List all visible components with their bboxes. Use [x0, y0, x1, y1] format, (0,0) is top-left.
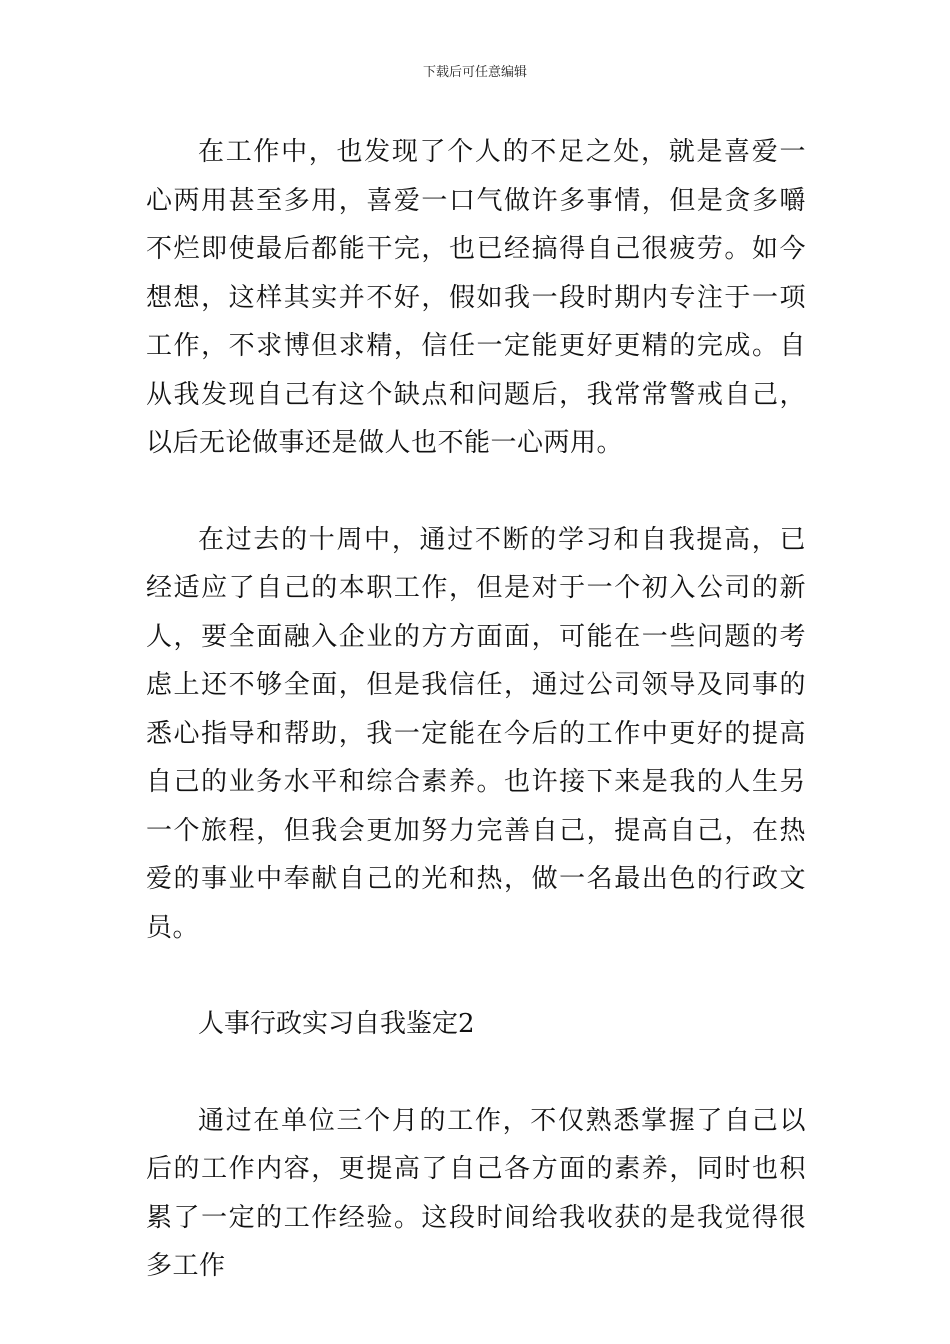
paragraph-spacer [146, 468, 806, 516]
paragraph-ten-weeks: 在过去的十周中，通过不断的学习和自我提高，已经适应了自己的本职工作，但是对于一个初入公司的新人，要全面融入企业的方方面面，可能在一些问题的考虑上还不够全面，但是我信任，通过公司领导及同事的悉心指导和帮助，我一定能在今后的工作中更好的提高自己的业务水平和综合素养。也许接下来是我的人生另一个旅程，但我会更加努力完善自己，提高自己，在热爱的事业中奉献自己的光和热，做一名最出色的行政文员。 [146, 524, 806, 943]
paragraph-spacer [146, 952, 806, 1000]
paragraph-shortcomings: 在工作中，也发现了个人的不足之处，就是喜爱一心两用甚至多用，喜爱一口气做许多事情，但是贪多嚼不烂即使最后都能干完，也已经搞得自己很疲劳。如今想想，这样其实并不好，假如我一段时期内专注于一项工作，不求博但求精，信任一定能更好更精的完成。自从我发现自己有这个缺点和问题后，我常常警戒自己，以后无论做事还是做人也不能一心两用。 [146, 137, 806, 458]
paragraph-spacer [146, 1049, 806, 1097]
section-heading: 人事行政实习自我鉴定2 [198, 1009, 475, 1039]
document-body [146, 128, 806, 1291]
paragraph-three-months: 通过在单位三个月的工作，不仅熟悉掌握了自己以后的工作内容，更提高了自己各方面的素养，同时也积累了一定的工作经验。这段时间给我收获的是我觉得很多工作 [146, 1105, 806, 1281]
page-header: 下载后可任意编辑 [422, 65, 527, 80]
